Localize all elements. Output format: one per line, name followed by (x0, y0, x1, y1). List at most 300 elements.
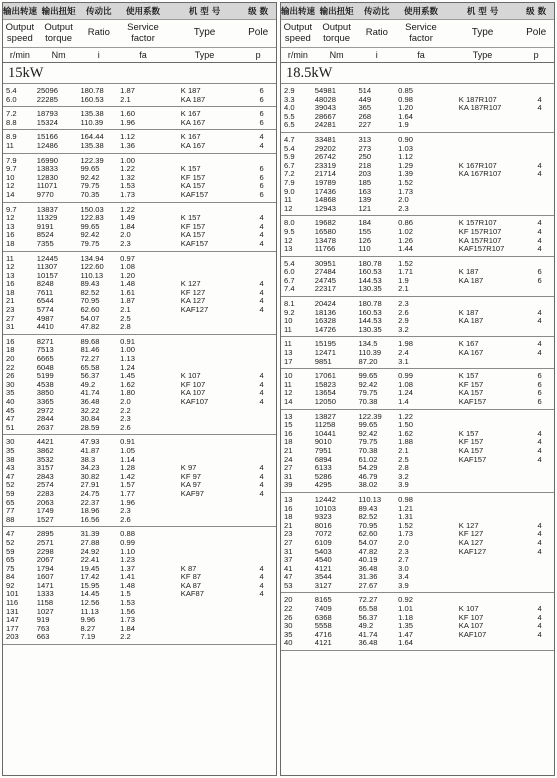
speed-cell: 5.4 (284, 144, 295, 153)
torque-cell: 6368 (314, 613, 332, 622)
ratio-cell: 30.84 (80, 415, 100, 424)
pole-cell (241, 616, 276, 625)
type-cell: K 167R107 (458, 161, 497, 170)
hdr-en-pole: Pole (248, 28, 269, 39)
torque-cell: 3127 (314, 581, 332, 590)
type-cell (445, 205, 519, 214)
ratio-cell: 164.44 (80, 133, 104, 142)
table-row (281, 245, 554, 254)
header-english (3, 20, 276, 48)
ratio-cell: 99.65 (80, 222, 100, 231)
torque-cell: 5558 (314, 622, 332, 631)
unit-pole: p (533, 50, 539, 60)
unit-ratio: i (97, 50, 100, 60)
unit-ratio: i (375, 50, 378, 60)
unit-speed: r/min (287, 50, 308, 60)
ratio-cell: 135.38 (80, 141, 104, 150)
ratio-cell: 514 (358, 87, 372, 95)
factor-cell: 1.56 (120, 607, 135, 616)
torque-cell: 11329 (36, 214, 58, 223)
pole-cell (519, 505, 554, 514)
torque-cell: 6133 (314, 464, 332, 473)
ratio-cell: 56.37 (80, 372, 100, 381)
factor-cell: 3.9 (398, 481, 409, 490)
torque-cell: 19682 (314, 219, 336, 228)
torque-cell: 2574 (36, 481, 54, 490)
type-cell: KA 157 (180, 231, 206, 240)
table-row (3, 306, 276, 315)
type-cell: KAF157 (180, 190, 209, 199)
pole-cell (519, 639, 554, 648)
pole-cell: 4 (537, 521, 542, 530)
torque-cell: 3862 (36, 446, 54, 455)
pole-cell (241, 315, 276, 324)
torque-cell: 6665 (36, 355, 54, 364)
speed-cell: 40 (284, 639, 293, 648)
pole-cell (241, 338, 276, 347)
type-cell: KA 167 (180, 118, 206, 127)
torque-cell: 13833 (36, 165, 58, 174)
torque-cell: 22317 (314, 285, 336, 294)
pole-cell: 4 (537, 455, 542, 464)
type-cell (445, 413, 519, 422)
factor-cell: 1.53 (120, 182, 135, 191)
factor-cell: 1.03 (398, 144, 413, 153)
factor-cell: 1.00 (120, 156, 135, 165)
ratio-cell: 56.37 (358, 613, 378, 622)
pole-cell (241, 633, 276, 642)
table-row (3, 398, 276, 407)
ratio-cell: 47.82 (358, 547, 378, 556)
table-row (281, 300, 554, 309)
speed-cell: 13 (284, 495, 293, 504)
speed-cell: 47 (6, 415, 15, 424)
factor-cell: 1.02 (398, 227, 413, 236)
speed-cell: 6.7 (284, 276, 295, 285)
torque-cell: 21714 (314, 170, 336, 179)
speed-cell: 18 (6, 346, 15, 355)
pole-cell (519, 596, 554, 605)
table-row (3, 157, 276, 166)
ratio-cell: 14.45 (80, 590, 100, 599)
table-row (281, 340, 554, 349)
ratio-cell: 110 (358, 245, 371, 254)
pole-cell: 4 (259, 297, 264, 306)
factor-cell: 0.85 (398, 87, 413, 95)
table-row (3, 280, 276, 289)
type-cell: KA 157 (180, 182, 206, 191)
table-row (281, 219, 554, 228)
torque-cell: 5774 (36, 306, 54, 315)
type-cell (445, 556, 519, 565)
pole-cell: 6 (259, 190, 264, 199)
table-row (3, 599, 276, 608)
hdr-en-factor: Service factor (127, 23, 159, 44)
speed-cell: 177 (6, 624, 19, 633)
pole-cell (519, 464, 554, 473)
type-cell (445, 639, 519, 648)
factor-cell: 0.91 (120, 438, 135, 447)
ratio-cell: 61.02 (358, 455, 378, 464)
torque-cell: 11307 (36, 263, 58, 272)
table-row (281, 582, 554, 591)
ratio-cell: 27.88 (80, 538, 100, 547)
factor-cell: 1.73 (120, 190, 135, 199)
torque-cell: 15823 (314, 380, 336, 389)
table-row (281, 121, 554, 130)
pole-cell: 4 (537, 429, 542, 438)
pole-cell (519, 413, 554, 422)
type-cell: K 97 (180, 464, 197, 473)
factor-cell: 2.4 (398, 349, 409, 358)
torque-cell: 2844 (36, 415, 54, 424)
pole-cell: 4 (537, 340, 542, 349)
ratio-cell: 36.48 (80, 398, 100, 406)
speed-cell: 9.5 (284, 227, 295, 236)
factor-cell: 1.01 (398, 605, 413, 614)
speed-cell: 203 (6, 633, 19, 642)
pole-cell: 6 (537, 398, 542, 406)
type-cell (445, 196, 519, 205)
speed-cell: 12 (6, 182, 15, 191)
torque-cell: 18136 (314, 308, 336, 317)
ratio-cell: 449 (358, 95, 372, 104)
torque-cell: 2637 (36, 423, 54, 432)
torque-cell: 22285 (36, 95, 58, 104)
ratio-cell: 49.2 (358, 622, 374, 631)
torque-cell: 11766 (314, 245, 336, 254)
torque-cell: 16580 (314, 227, 336, 236)
table-row (3, 297, 276, 306)
ratio-cell: 365 (358, 104, 372, 113)
ratio-cell: 130.35 (358, 285, 382, 294)
row-group (3, 130, 276, 153)
torque-cell: 12943 (314, 204, 336, 213)
torque-cell: 1027 (36, 607, 54, 616)
factor-cell: 1.12 (398, 153, 413, 162)
pole-cell (519, 121, 554, 130)
type-cell (167, 539, 241, 548)
pole-cell (241, 499, 276, 508)
row-group (3, 335, 276, 436)
table-row (281, 398, 554, 407)
type-cell: K 127 (180, 280, 201, 289)
factor-cell: 0.92 (398, 596, 413, 605)
ratio-cell: 8.27 (80, 624, 96, 633)
speed-cell: 17 (284, 357, 293, 366)
speed-cell: 26 (6, 372, 15, 381)
table-row (281, 548, 554, 557)
speed-cell: 8.1 (284, 300, 295, 309)
type-cell (167, 516, 241, 525)
type-cell: KF 157 (458, 380, 484, 389)
pole-cell (241, 447, 276, 456)
type-cell: KAF127 (458, 547, 487, 556)
speed-cell: 131 (6, 607, 19, 616)
speed-cell: 20 (6, 355, 15, 364)
hdr-en-ratio: Ratio (87, 28, 110, 39)
speed-cell: 37 (284, 556, 293, 565)
table-row (3, 582, 276, 591)
pole-cell (241, 625, 276, 634)
table-row (3, 530, 276, 539)
table-row (281, 481, 554, 490)
type-cell: KA 107 (180, 389, 206, 398)
table-row (3, 338, 276, 347)
pole-cell: 4 (537, 104, 542, 113)
table-row (3, 223, 276, 232)
speed-cell: 59 (6, 547, 15, 556)
ratio-cell: 203 (358, 170, 372, 179)
pole-cell: 4 (259, 389, 264, 398)
row-group (281, 369, 554, 409)
torque-cell: 48028 (314, 95, 336, 104)
table-row (281, 145, 554, 154)
factor-cell: 1.53 (120, 599, 135, 608)
speed-cell: 31 (284, 472, 293, 481)
table-row (281, 438, 554, 447)
ratio-cell: 24.92 (80, 547, 100, 556)
torque-cell: 12442 (314, 495, 336, 504)
pole-cell: 4 (537, 161, 542, 170)
factor-cell: 1.44 (398, 245, 413, 254)
pole-cell: 4 (537, 245, 542, 254)
factor-cell: 2.3 (398, 300, 409, 309)
hdr-cn-factor: 使用系数 (125, 7, 160, 17)
factor-cell: 2.1 (398, 446, 409, 455)
table-row (281, 153, 554, 162)
torque-cell: 6894 (314, 455, 332, 464)
type-cell: K 157 (458, 429, 479, 438)
pole-cell (519, 113, 554, 122)
speed-cell: 7.9 (284, 178, 295, 187)
torque-cell: 13654 (314, 389, 336, 398)
torque-cell: 2298 (36, 547, 54, 556)
speed-cell: 27 (284, 464, 293, 473)
factor-cell: 1.00 (120, 346, 135, 355)
type-cell (167, 599, 241, 608)
speed-cell: 22 (284, 605, 293, 614)
factor-cell: 1.52 (398, 178, 413, 187)
row-group (3, 107, 276, 130)
ratio-cell: 27.67 (358, 581, 378, 590)
type-cell (445, 481, 519, 490)
speed-cell: 9.7 (6, 165, 17, 174)
type-cell (445, 473, 519, 482)
speed-cell: 11 (284, 325, 292, 334)
table-row (281, 188, 554, 197)
factor-cell: 2.6 (120, 515, 131, 524)
ratio-cell: 150.03 (80, 205, 104, 214)
speed-cell: 52 (6, 481, 15, 490)
table-row (281, 464, 554, 473)
ratio-cell: 268 (358, 112, 372, 121)
table-body (3, 84, 276, 645)
ratio-cell: 72.27 (80, 355, 100, 364)
factor-cell: 1.88 (398, 438, 413, 447)
hdr-cn-torque: 输出扭矩 (41, 7, 76, 17)
factor-cell: 1.29 (398, 161, 413, 170)
speed-cell: 7.2 (6, 110, 17, 119)
torque-cell: 12486 (36, 141, 58, 150)
type-cell (167, 424, 241, 433)
table-row (3, 142, 276, 151)
pole-cell (241, 530, 276, 539)
speed-cell: 11 (284, 196, 292, 205)
type-cell: KF 107 (180, 380, 206, 389)
speed-cell: 47 (6, 472, 15, 481)
ratio-cell: 99.65 (358, 421, 378, 430)
torque-cell: 30951 (314, 259, 336, 268)
ratio-cell: 40.19 (358, 556, 378, 565)
table-row (281, 496, 554, 505)
type-cell (445, 596, 519, 605)
type-cell (167, 206, 241, 215)
factor-cell: 2.2 (120, 406, 131, 415)
speed-cell: 43 (6, 464, 15, 473)
table-row (281, 421, 554, 430)
torque-cell: 54981 (314, 87, 336, 95)
unit-factor: fa (139, 50, 147, 60)
type-cell: KAF157 (180, 239, 209, 248)
factor-cell: 1.9 (398, 276, 409, 285)
ratio-cell: 16.56 (80, 515, 100, 524)
table-row (281, 631, 554, 640)
ratio-cell: 218 (358, 161, 372, 170)
torque-cell: 4540 (314, 556, 332, 565)
type-cell: K 87 (180, 564, 197, 573)
torque-cell: 5286 (314, 472, 332, 481)
speed-cell: 12 (6, 214, 15, 223)
speed-cell: 6.0 (6, 95, 17, 104)
pole-cell: 6 (259, 110, 264, 119)
table-row (281, 447, 554, 456)
type-cell (167, 608, 241, 617)
factor-cell: 1.64 (398, 112, 413, 121)
factor-cell: 1.73 (398, 187, 413, 196)
factor-cell: 2.8 (398, 464, 409, 473)
type-cell: KA 127 (458, 538, 484, 547)
speed-cell: 31 (6, 323, 15, 332)
speed-cell: 75 (6, 564, 15, 573)
factor-cell: 1.24 (398, 389, 413, 398)
torque-cell: 7072 (314, 530, 332, 539)
ratio-cell: 15.95 (80, 581, 100, 590)
torque-cell: 14726 (314, 325, 336, 334)
type-cell (445, 285, 519, 294)
factor-cell: 2.0 (398, 538, 409, 547)
speed-cell: 65 (6, 556, 15, 565)
type-cell (167, 338, 241, 347)
pole-cell (519, 153, 554, 162)
table-row (3, 214, 276, 223)
type-cell: KF 97 (180, 472, 202, 481)
factor-cell: 1.71 (398, 268, 413, 277)
speed-cell: 92 (6, 581, 15, 590)
factor-cell: 3.2 (398, 325, 409, 334)
pole-cell: 4 (537, 613, 542, 622)
table-row (3, 407, 276, 416)
ratio-cell: 89.43 (358, 504, 378, 513)
torque-cell: 5403 (314, 547, 332, 556)
torque-cell: 4987 (36, 314, 54, 323)
row-group (281, 133, 554, 216)
pole-cell (241, 355, 276, 364)
table-row (3, 447, 276, 456)
torque-cell: 2972 (36, 406, 54, 415)
torque-cell: 8524 (36, 231, 54, 240)
ratio-cell: 134.5 (358, 340, 378, 349)
type-cell: KA 167R107 (458, 170, 502, 179)
speed-cell: 5.4 (6, 87, 17, 95)
speed-cell: 8.8 (6, 118, 17, 127)
table-row (3, 573, 276, 582)
type-cell: K 107 (180, 372, 201, 381)
factor-cell: 1.50 (398, 421, 413, 430)
pole-cell (519, 473, 554, 482)
ratio-cell: 70.95 (80, 297, 100, 306)
speed-cell: 12 (284, 204, 293, 213)
type-cell (167, 415, 241, 424)
factor-cell: 1.08 (398, 380, 413, 389)
type-cell: KF 157 (180, 222, 206, 231)
torque-cell: 2063 (36, 498, 54, 507)
torque-cell: 7611 (36, 288, 54, 297)
ratio-cell: 62.60 (80, 306, 100, 315)
pole-cell (519, 358, 554, 367)
factor-cell: 1.57 (120, 481, 135, 490)
ratio-cell: 79.75 (80, 182, 100, 191)
ratio-cell: 46.79 (358, 472, 378, 481)
header-chinese (281, 3, 554, 20)
type-cell (167, 157, 241, 166)
ratio-cell: 65.58 (358, 605, 378, 614)
speed-cell: 13 (284, 412, 293, 421)
ratio-cell: 185 (358, 178, 372, 187)
type-cell: KF 157R107 (458, 227, 502, 236)
ratio-cell: 92.42 (358, 380, 378, 389)
type-cell (167, 456, 241, 465)
table-row (281, 349, 554, 358)
table-row (3, 323, 276, 332)
row-group (281, 257, 554, 297)
type-cell: KA 157R107 (458, 236, 502, 245)
hdr-en-torque: Output torque (322, 23, 351, 44)
ratio-cell: 47.82 (80, 323, 100, 332)
pole-cell: 4 (259, 564, 264, 573)
torque-cell: 8271 (36, 337, 54, 346)
ratio-cell: 144.53 (358, 317, 382, 326)
torque-cell: 28667 (314, 112, 336, 121)
pole-cell (241, 346, 276, 355)
table-row (3, 481, 276, 490)
pole-cell: 4 (537, 95, 542, 104)
row-group (3, 252, 276, 335)
torque-cell: 12445 (36, 254, 58, 263)
speed-cell: 30 (284, 622, 293, 631)
type-cell: K 157 (180, 214, 201, 223)
type-cell: KF 157 (458, 438, 484, 447)
torque-cell: 7409 (314, 605, 332, 614)
torque-cell: 10103 (314, 504, 336, 513)
speed-cell: 59 (6, 489, 15, 498)
ratio-cell: 65.58 (80, 363, 100, 372)
torque-cell: 4121 (314, 564, 332, 573)
ratio-cell: 70.38 (358, 446, 378, 455)
speed-cell: 7.4 (284, 285, 295, 294)
type-cell (445, 87, 519, 96)
ratio-cell: 70.95 (358, 521, 378, 530)
